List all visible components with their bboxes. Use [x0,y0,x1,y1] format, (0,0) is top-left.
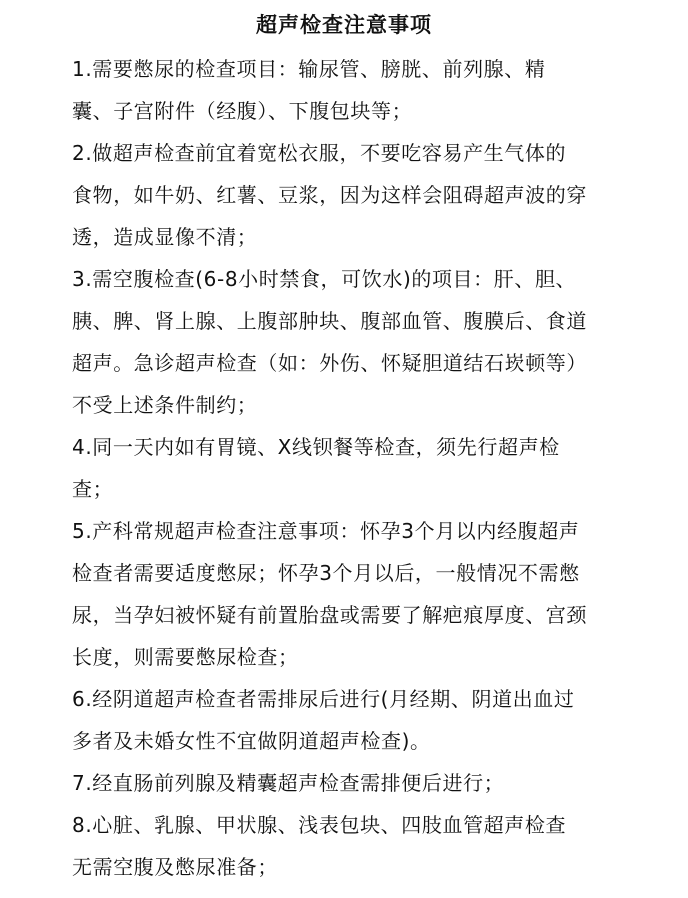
notice-item-3 [72,258,632,426]
notice-line: 尿，当孕妇被怀疑有前置胎盘或需要了解疤痕厚度、宫颈 [72,603,587,627]
notice-line: 1.需要憋尿的检查项目：输尿管、膀胱、前列腺、精 [72,57,546,81]
notice-line: 查； [72,477,114,501]
notice-line: 胰、脾、肾上腺、上腹部肿块、腹部血管、腹膜后、食道 [72,309,587,333]
notice-item-4 [72,426,632,510]
notice-item-5 [72,510,632,678]
notice-line: 3.需空腹检查(6-8小时禁食，可饮水)的项目：肝、胆、 [72,267,577,291]
notice-line: 长度，则需要憋尿检查； [72,645,299,669]
notice-list [72,48,632,888]
notice-line: 不受上述条件制约； [72,393,258,417]
notice-item-2 [72,132,632,258]
notice-line: 2.做超声检查前宜着宽松衣服，不要吃容易产生气体的 [72,141,567,165]
notice-line: 4.同一天内如有胃镜、X线钡餐等检查，须先行超声检 [72,435,560,459]
page-title: 超声检查注意事项 [256,12,432,37]
notice-line: 6.经阴道超声检查者需排尿后进行(月经期、阴道出血过 [72,687,575,711]
notice-line: 检查者需要适度憋尿；怀孕3个月以后，一般情况不需憋 [72,561,580,585]
notice-line: 超声。急诊超声检查（如：外伤、怀疑胆道结石崁顿等） [72,351,587,375]
notice-item-7 [72,762,632,804]
notice-line: 5.产科常规超声检查注意事项：怀孕3个月以内经腹超声 [72,519,580,543]
notice-item-1 [72,48,632,132]
notice-line: 透，造成显像不清； [72,225,258,249]
notice-item-8 [72,804,632,888]
notice-line: 8.心脏、乳腺、甲状腺、浅表包块、四肢血管超声检查 [72,813,567,837]
notice-item-6 [72,678,632,762]
notice-line: 食物，如牛奶、红薯、豆浆，因为这样会阻碍超声波的穿 [72,183,587,207]
notice-line: 无需空腹及憋尿准备； [72,855,278,879]
notice-line: 7.经直肠前列腺及精囊超声检查需排便后进行； [72,771,505,795]
notice-line: 多者及未婚女性不宜做阴道超声检查)。 [72,729,431,753]
notice-line: 囊、子宫附件（经腹）、下腹包块等； [72,99,413,123]
